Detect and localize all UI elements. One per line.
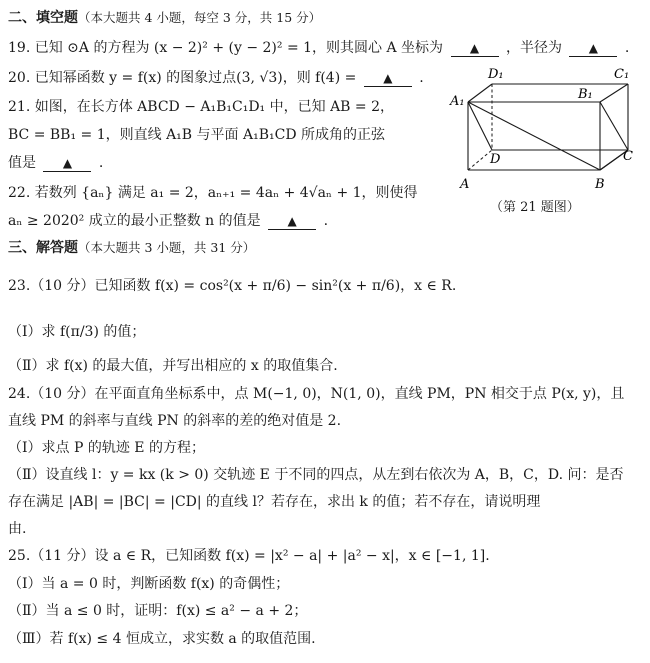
line-b1-c bbox=[600, 102, 628, 150]
question-25-part-3: （Ⅲ）若 f(x) ≤ 4 恒成立，求实数 a 的取值范围. bbox=[8, 631, 316, 647]
line-a1-d bbox=[468, 102, 492, 150]
label-b1: B₁ bbox=[578, 87, 593, 102]
question-21-line-1: 21. 如图，在长方体 ABCD − A₁B₁C₁D₁ 中，已知 AB = 2， bbox=[8, 99, 395, 115]
label-a: A bbox=[460, 177, 470, 192]
label-d1: D₁ bbox=[488, 67, 504, 82]
edge-c1-b1 bbox=[600, 84, 628, 102]
figure-caption: （第 21 题图） bbox=[490, 200, 580, 215]
label-a1: A₁ bbox=[450, 94, 465, 109]
label-c: C bbox=[623, 149, 633, 164]
question-24-part-1: （Ⅰ）求点 P 的轨迹 E 的方程； bbox=[8, 440, 205, 456]
answer-blank: ▲ bbox=[43, 156, 91, 172]
question-24-stem-1: 24.（10 分）在平面直角坐标系中，点 M(−1, 0)，N(1, 0)，直线 PM，PN 相交于点 P(x, y)，且 bbox=[8, 386, 625, 402]
question-22-line-2: aₙ ≥ 2020² 成立的最小正整数 n 的值是 ▲ . bbox=[8, 213, 329, 229]
question-21-line-2: BC = BB₁ = 1，则直线 A₁B 与平面 A₁B₁CD 所成角的正弦 bbox=[8, 127, 385, 143]
question-25-part-2: （Ⅱ）当 a ≤ 0 时，证明：f(x) ≤ a² − a + 2； bbox=[8, 603, 308, 619]
question-23-part-2: （Ⅱ）求 f(x) 的最大值，并写出相应的 x 的取值集合. bbox=[8, 358, 338, 374]
answer-blank: ▲ bbox=[364, 71, 412, 87]
question-23-part-1: （Ⅰ）求 f(π/3) 的值； bbox=[8, 324, 146, 340]
label-d: D bbox=[490, 152, 501, 167]
question-24-stem-2: 直线 PM 的斜率与直线 PN 的斜率的差的绝对值是 2. bbox=[8, 413, 342, 429]
cuboid-figure bbox=[440, 66, 640, 216]
line-a1-b bbox=[468, 102, 600, 170]
answer-blank: ▲ bbox=[268, 214, 316, 230]
question-25-stem: 25.（11 分）设 a ∈ R，已知函数 f(x) = |x² − a| + |a² − x|，x ∈ [−1, 1]. bbox=[8, 548, 490, 564]
section-3-heading: 三、解答题（本大题共 3 小题，共 31 分） bbox=[8, 240, 256, 256]
question-20: 20. 已知幂函数 y = f(x) 的图象过点(3, √3)，则 f(4) = ▲ . bbox=[8, 70, 424, 86]
question-24-part-2-line-1: （Ⅱ）设直线 l：y = kx (k > 0) 交轨迹 E 于不同的四点，从左到右依次为 A，B，C，D. 问：是否 bbox=[8, 467, 624, 483]
question-19: 19. 已知 ⊙A 的方程为 (x − 2)² + (y − 2)² = 1，则其圆心 A 坐标为 ▲ ，半径为 ▲ . bbox=[8, 40, 630, 56]
answer-blank: ▲ bbox=[569, 41, 617, 57]
hidden-edge-a-d bbox=[468, 150, 492, 170]
edge-a1-d1 bbox=[468, 84, 492, 102]
question-21-line-3: 值是 ▲ . bbox=[8, 155, 104, 171]
label-c1: C₁ bbox=[614, 67, 630, 82]
label-b: B bbox=[595, 177, 605, 192]
question-24-part-2-line-2: 存在满足 |AB| = |BC| = |CD| 的直线 l？若存在，求出 k 的值；若不存在，请说明理 bbox=[8, 494, 541, 510]
question-23-stem: 23.（10 分）已知函数 f(x) = cos²(x + π/6) − sin²(x + π/6)，x ∈ R. bbox=[8, 278, 457, 294]
section-2-heading: 二、填空题（本大题共 4 小题，每空 3 分，共 15 分） bbox=[8, 10, 322, 26]
question-25-part-1: （Ⅰ）当 a = 0 时，判断函数 f(x) 的奇偶性； bbox=[8, 576, 290, 592]
question-22-line-1: 22. 若数列 {aₙ} 满足 a₁ = 2，aₙ₊₁ = 4aₙ + 4√aₙ + 1，则使得 bbox=[8, 185, 418, 201]
question-24-part-2-line-3: 由. bbox=[8, 521, 27, 537]
answer-blank: ▲ bbox=[451, 41, 499, 57]
